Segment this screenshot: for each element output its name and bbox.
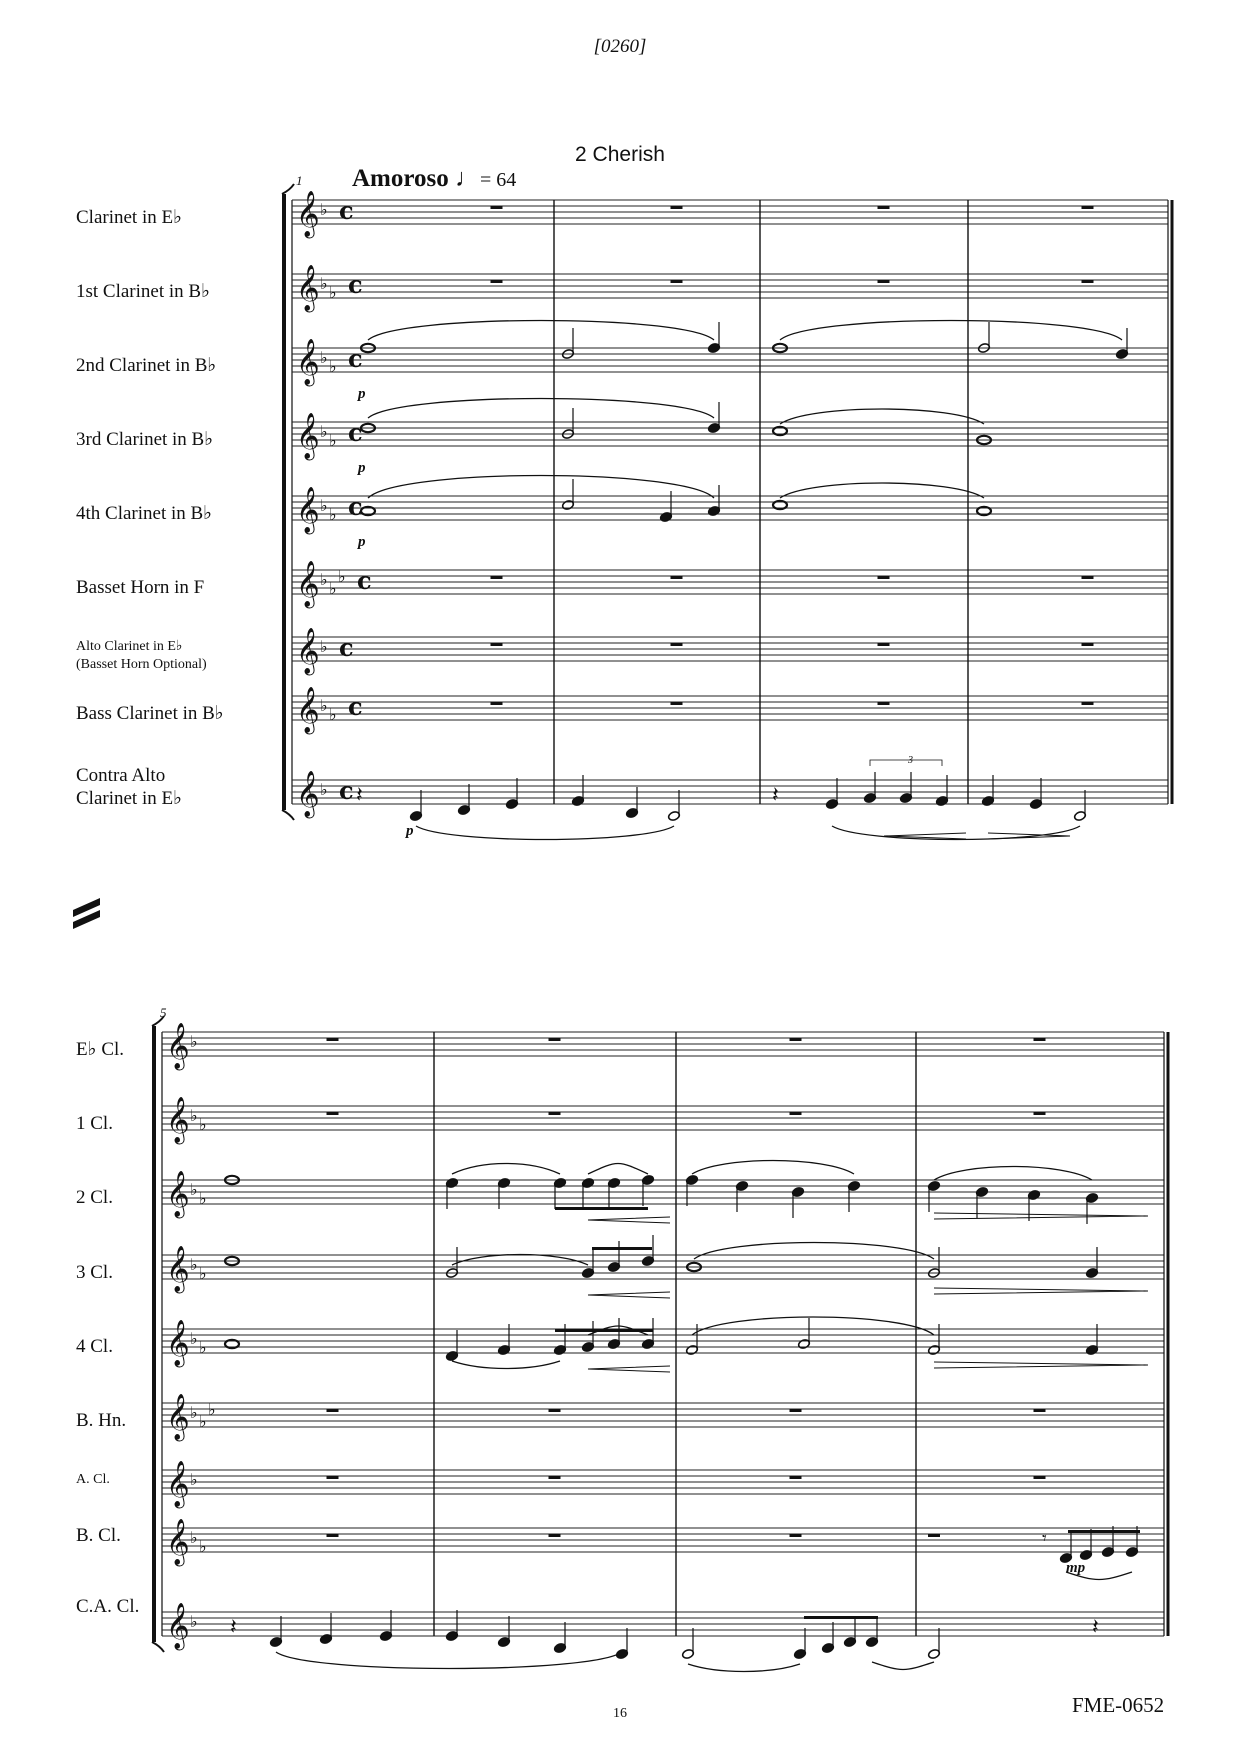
instrument-name-2nd-clarinet: 2nd Clarinet in B♭ — [76, 355, 217, 376]
treble-clef-icon: 𝄞 — [166, 1320, 190, 1366]
whole-rest — [1082, 206, 1094, 209]
crescendo-hairpin — [588, 1217, 670, 1223]
bracket-hook — [152, 1642, 164, 1652]
flat-icon: ♭ — [199, 1189, 207, 1208]
flat-icon: ♭ — [190, 1255, 198, 1274]
flat-icon: ♭ — [190, 1403, 198, 1422]
flat-icon: ♭ — [320, 422, 328, 441]
system-bracket — [282, 194, 286, 810]
whole-rest — [671, 643, 683, 646]
whole-rest — [1034, 1409, 1046, 1412]
treble-clef-icon: 𝄞 — [166, 1246, 190, 1292]
whole-rest — [549, 1409, 561, 1412]
common-time-icon: c — [339, 776, 354, 805]
page-tag: [0260] — [593, 36, 647, 57]
slur — [694, 1243, 934, 1260]
whole-rest — [549, 1112, 561, 1115]
instrument-name-eb-clarinet: Clarinet in E♭ — [76, 207, 183, 228]
whole-rest — [671, 702, 683, 705]
whole-rest — [1082, 576, 1094, 579]
whole-rest — [327, 1409, 339, 1412]
instrument-abbrev-eb-clarinet: E♭ Cl. — [76, 1039, 125, 1060]
dynamic-marking: mp — [1066, 1560, 1086, 1576]
slur — [416, 826, 674, 840]
flat-icon: ♭ — [190, 1528, 198, 1547]
slur — [276, 1652, 622, 1669]
note-beam — [1068, 1530, 1140, 1533]
slur — [692, 1317, 934, 1335]
flat-icon: ♭ — [190, 1180, 198, 1199]
instrument-name-3rd-clarinet: 3rd Clarinet in B♭ — [76, 429, 214, 450]
piece-title: 2 Cherish — [575, 143, 665, 166]
crescendo-hairpin — [588, 1292, 670, 1298]
instrument-name-1st-clarinet: 1st Clarinet in B♭ — [76, 281, 211, 302]
system-2 — [152, 1016, 1168, 1672]
treble-clef-icon: 𝄞 — [296, 487, 320, 533]
flat-icon: ♭ — [329, 505, 337, 524]
quarter-rest-icon: 𝄽 — [772, 783, 779, 808]
flat-icon: ♭ — [320, 274, 328, 293]
treble-clef-icon: 𝄞 — [166, 1171, 190, 1217]
whole-rest — [878, 702, 890, 705]
bracket-hook — [282, 810, 294, 820]
flat-icon: ♭ — [199, 1264, 207, 1283]
tempo-word: Amoroso — [352, 165, 449, 192]
instrument-abbrev-basset-horn: B. Hn. — [76, 1410, 127, 1431]
instrument-name-line: Contra Alto — [76, 765, 166, 786]
system-1 — [282, 184, 1172, 840]
treble-clef-icon: 𝄞 — [296, 265, 320, 311]
slur — [872, 1662, 934, 1670]
treble-clef-icon: 𝄞 — [296, 413, 320, 459]
common-time-icon: c — [357, 566, 372, 595]
slur — [692, 1161, 854, 1175]
whole-rest — [491, 643, 503, 646]
whole-rest — [1082, 280, 1094, 283]
page-number: 16 — [613, 1706, 627, 1721]
system-break-icon — [73, 898, 100, 929]
whole-rest — [1034, 1112, 1046, 1115]
dynamic-marking: p — [358, 534, 366, 550]
whole-rest — [491, 206, 503, 209]
instrument-name-bass-clarinet: Bass Clarinet in B♭ — [76, 703, 224, 724]
whole-rest — [878, 280, 890, 283]
note-beam — [804, 1616, 878, 1619]
flat-icon: ♭ — [320, 348, 328, 367]
slur — [452, 1255, 588, 1266]
whole-rest — [327, 1112, 339, 1115]
catalog-code: FME-0652 — [1072, 1693, 1165, 1717]
common-time-icon: c — [348, 418, 363, 447]
eighth-rest-icon: 𝄾 — [1042, 1528, 1047, 1549]
treble-clef-icon: 𝄞 — [296, 687, 320, 733]
whole-rest — [790, 1112, 802, 1115]
instrument-abbrev-3-clarinet: 3 Cl. — [76, 1262, 113, 1283]
slur — [452, 1164, 560, 1175]
treble-clef-icon: 𝄞 — [166, 1023, 190, 1069]
slur — [780, 321, 1122, 341]
treble-clef-icon: 𝄞 — [296, 191, 320, 237]
dynamic-marking: p — [406, 823, 414, 839]
whole-rest — [327, 1038, 339, 1041]
treble-clef-icon: 𝄞 — [166, 1461, 190, 1507]
instrument-abbrev-2-clarinet: 2 Cl. — [76, 1187, 113, 1208]
flat-icon: ♭ — [338, 567, 346, 586]
common-time-icon: c — [348, 270, 363, 299]
decrescendo-hairpin — [934, 1362, 1148, 1368]
slur — [688, 1664, 800, 1672]
slur — [588, 1164, 648, 1175]
instrument-abbrev-4-clarinet: 4 Cl. — [76, 1336, 113, 1357]
whole-rest — [928, 1534, 940, 1537]
instrument-abbrev-1-clarinet: 1 Cl. — [76, 1113, 113, 1134]
whole-rest — [790, 1038, 802, 1041]
treble-clef-icon: 𝄞 — [166, 1519, 190, 1565]
instrument-name-4th-clarinet: 4th Clarinet in B♭ — [76, 503, 213, 524]
quarter-rest-icon: 𝄽 — [230, 1615, 237, 1640]
treble-clef-icon: 𝄞 — [166, 1097, 190, 1143]
instrument-name-line: Alto Clarinet in E♭ — [76, 639, 183, 654]
flat-icon: ♭ — [329, 431, 337, 450]
whole-rest — [1034, 1038, 1046, 1041]
whole-rest — [671, 206, 683, 209]
flat-icon: ♭ — [190, 1612, 198, 1631]
whole-rest — [549, 1476, 561, 1479]
whole-rest — [1082, 702, 1094, 705]
treble-clef-icon: 𝄞 — [166, 1603, 190, 1649]
whole-rest — [1034, 1476, 1046, 1479]
quarter-rest-icon: 𝄽 — [356, 783, 363, 808]
slur — [934, 1167, 1092, 1181]
whole-rest — [327, 1534, 339, 1537]
system-bracket — [152, 1026, 156, 1642]
flat-icon: ♭ — [199, 1537, 207, 1556]
flat-icon: ♭ — [320, 200, 328, 219]
instrument-name-basset-horn: Basset Horn in F — [76, 577, 205, 598]
crescendo-hairpin — [588, 1366, 670, 1372]
flat-icon: ♭ — [320, 570, 328, 589]
dynamic-marking: p — [358, 386, 366, 402]
whole-rest — [491, 702, 503, 705]
flat-icon: ♭ — [320, 637, 328, 656]
flat-icon: ♭ — [199, 1338, 207, 1357]
flat-icon: ♭ — [190, 1329, 198, 1348]
common-time-icon: c — [339, 633, 354, 662]
tuplet-number: 3 — [908, 755, 913, 766]
tempo-value: = 64 — [480, 169, 517, 191]
instrument-abbrev-contra-alto-clarinet: C.A. Cl. — [76, 1596, 140, 1617]
treble-clef-icon: 𝄞 — [296, 771, 320, 817]
slur — [368, 476, 714, 499]
whole-rest — [790, 1476, 802, 1479]
treble-clef-icon: 𝄞 — [296, 628, 320, 674]
flat-icon: ♭ — [320, 780, 328, 799]
whole-rest — [549, 1038, 561, 1041]
instrument-name-line: (Basset Horn Optional) — [76, 657, 207, 672]
whole-rest — [878, 576, 890, 579]
slur — [1066, 1572, 1132, 1580]
flat-icon: ♭ — [199, 1115, 207, 1134]
whole-rest — [549, 1534, 561, 1537]
flat-icon: ♭ — [190, 1470, 198, 1489]
flat-icon: ♭ — [329, 705, 337, 724]
common-time-icon: c — [348, 344, 363, 373]
instrument-abbrev-alto-clarinet: A. Cl. — [76, 1472, 110, 1487]
dynamic-marking: p — [358, 460, 366, 476]
measure-number-1: 1 — [296, 173, 303, 188]
whole-rest — [671, 576, 683, 579]
whole-rest — [878, 643, 890, 646]
tuplet-bracket — [870, 760, 942, 766]
treble-clef-icon: 𝄞 — [296, 339, 320, 385]
decrescendo-hairpin — [934, 1213, 1148, 1219]
whole-rest — [671, 280, 683, 283]
whole-rest — [491, 576, 503, 579]
note-beam — [592, 1247, 652, 1250]
common-time-icon: c — [339, 196, 354, 225]
instrument-name-line: Clarinet in E♭ — [76, 788, 183, 809]
slur — [368, 321, 714, 341]
flat-icon: ♭ — [329, 579, 337, 598]
whole-rest — [491, 280, 503, 283]
flat-icon: ♭ — [190, 1032, 198, 1051]
bracket-hook — [282, 184, 294, 194]
whole-rest — [878, 206, 890, 209]
quarter-note-icon: ♩ — [455, 165, 481, 192]
slur — [368, 399, 714, 419]
flat-icon: ♭ — [329, 283, 337, 302]
whole-rest — [790, 1534, 802, 1537]
quarter-rest-icon: 𝄽 — [1092, 1615, 1099, 1640]
decrescendo-hairpin — [934, 1288, 1148, 1294]
bracket-hook — [152, 1016, 164, 1026]
instrument-abbrev-bass-clarinet: B. Cl. — [76, 1525, 121, 1546]
flat-icon: ♭ — [208, 1400, 216, 1419]
whole-rest — [790, 1409, 802, 1412]
whole-rest — [1082, 643, 1094, 646]
whole-rest — [327, 1476, 339, 1479]
flat-icon: ♭ — [329, 357, 337, 376]
measure-number-5: 5 — [160, 1005, 167, 1020]
treble-clef-icon: 𝄞 — [296, 561, 320, 607]
flat-icon: ♭ — [190, 1106, 198, 1125]
common-time-icon: c — [348, 492, 363, 521]
flat-icon: ♭ — [199, 1412, 207, 1431]
slur — [452, 1361, 560, 1369]
flat-icon: ♭ — [320, 496, 328, 515]
treble-clef-icon: 𝄞 — [166, 1394, 190, 1440]
note-beam — [555, 1207, 648, 1210]
common-time-icon: c — [348, 692, 363, 721]
flat-icon: ♭ — [320, 696, 328, 715]
